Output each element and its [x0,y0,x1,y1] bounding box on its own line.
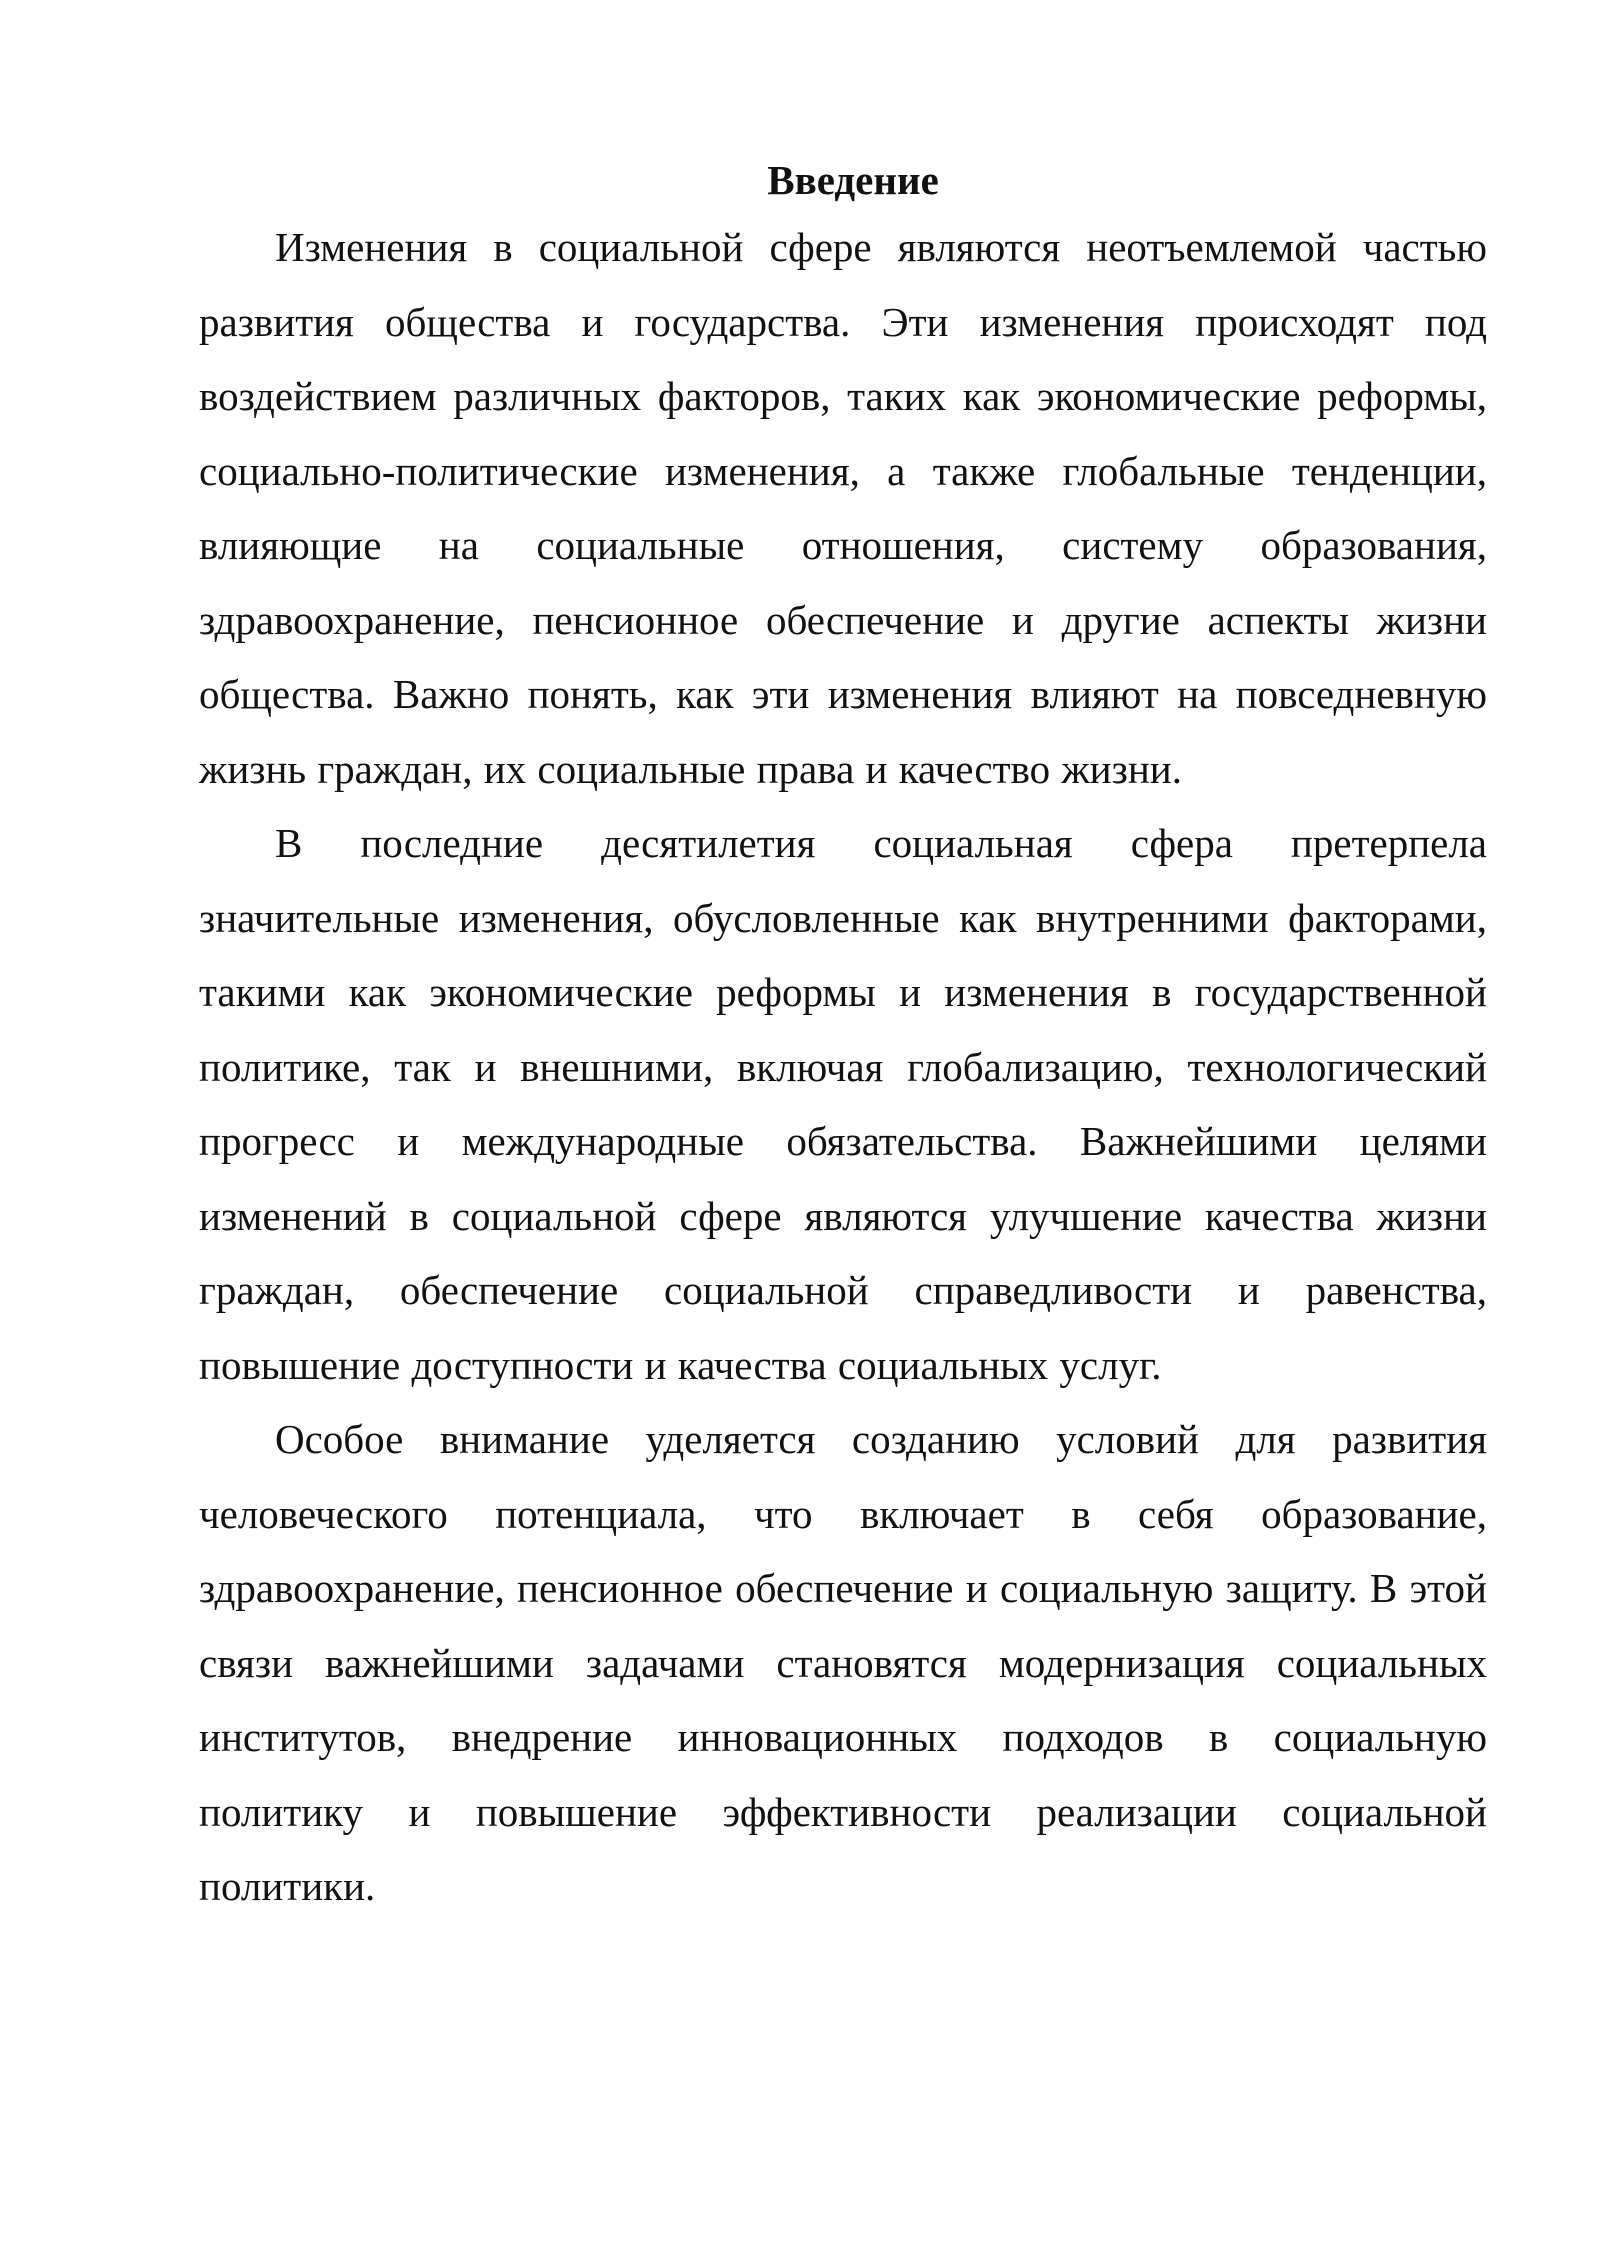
paragraph-3: Особое внимание уделяется созданию условий для развития человеческого потенциала, что включает в себя образование, здравоохранение, пенсионное обеспечение и социальную защиту. В этой связи важнейшими задачами становятся модернизация социальных институтов, внедрение инновационных подходов в социальную политику и повышение эффективности реализации социальной политики. [199,1416,1487,1909]
paragraph-2: В последние десятилетия социальная сфера претерпела значительные изменения, обусловленные как внутренними факторами, такими как экономические реформы и изменения в государственной политике, так и внешними, включая глобализацию, технологический прогресс и международные обязательства. Важнейшими целями изменений в социальной сфере являются улучшение качества жизни граждан, обеспечение социальной справедливости и равенства, повышение доступности и качества социальных услуг. [199,820,1487,1388]
paragraph-1: Изменения в социальной сфере являются неотъемлемой частью развития общества и государства. Эти изменения происходят под воздействием различных факторов, таких как экономические реформы, социально-политические изменения, а также глобальные тенденции, влияющие на социальные отношения, систему образования, здравоохранение, пенсионное обеспечение и другие аспекты жизни общества. Важно понять, как эти изменения влияют на повседневную жизнь граждан, их социальные права и качество жизни. [199,224,1487,792]
document-body [199,150,1487,1924]
page-title: Введение [767,157,939,203]
